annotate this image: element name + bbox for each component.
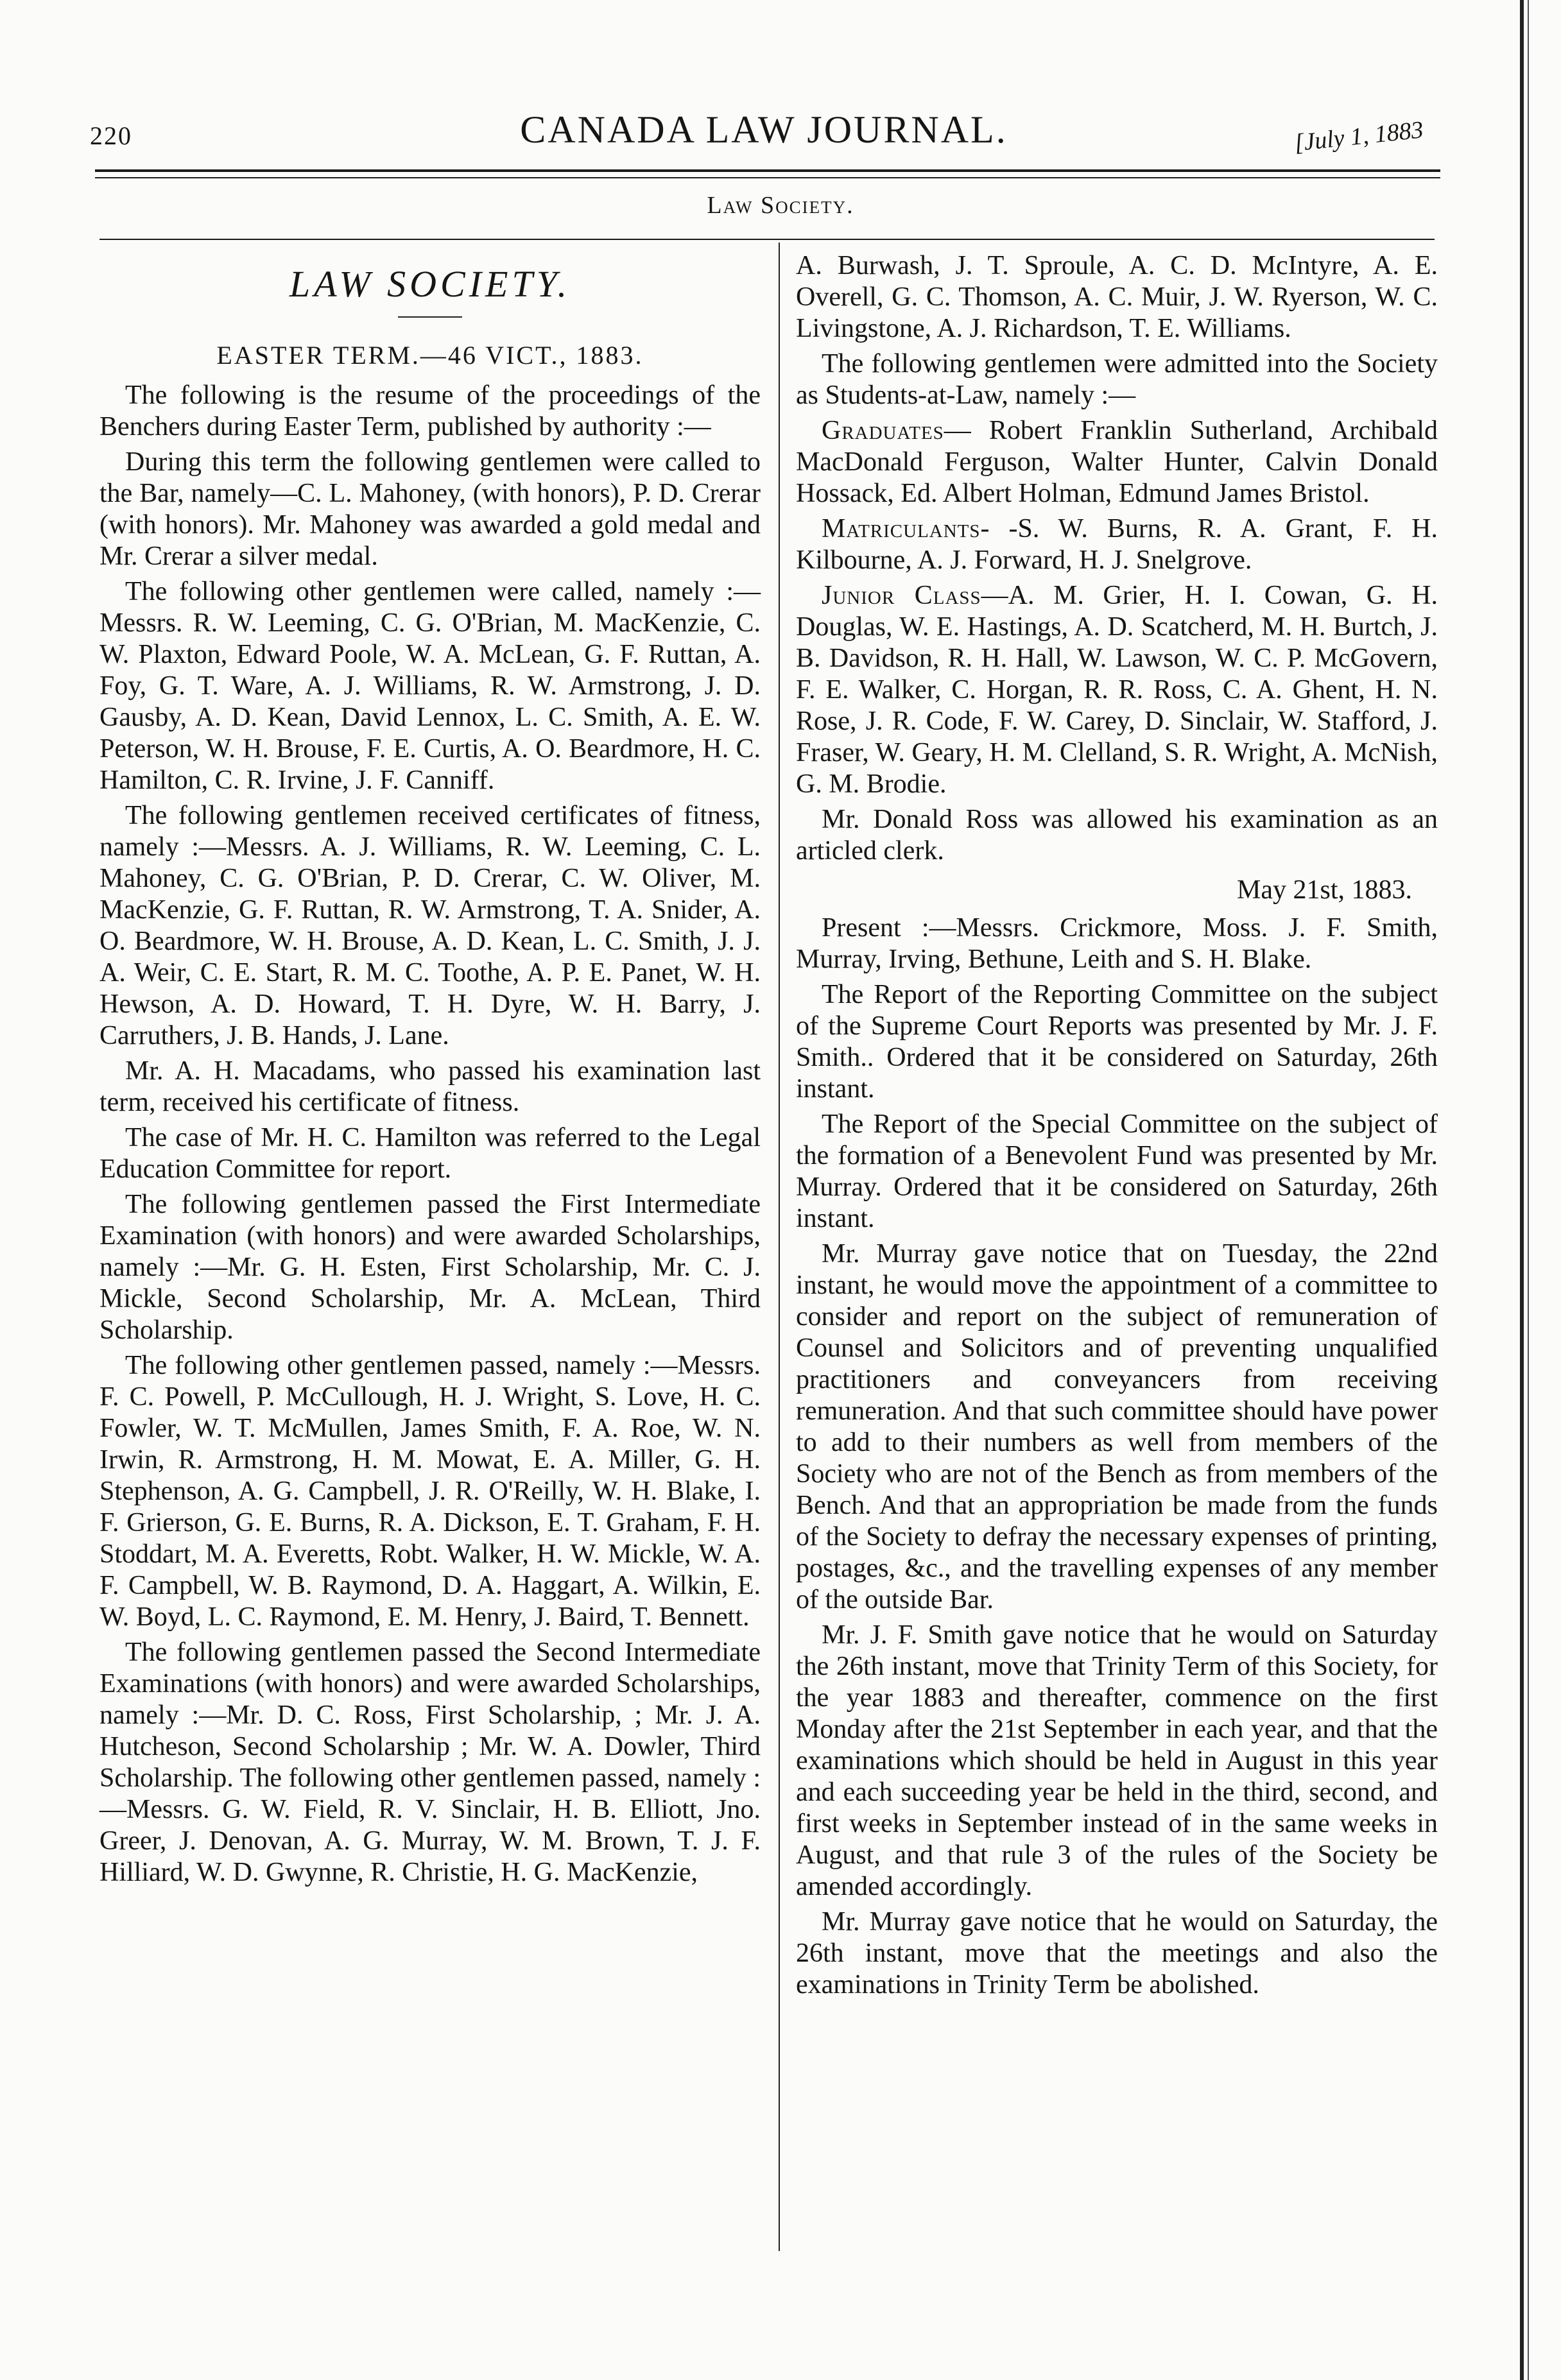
paragraph: During this term the following gentlemen were called to the Bar, namely—C. L. Mahoney, (with honors), P. D. Crerar (with honors). Mr. Mahoney was awarded a gold medal and Mr. Crerar a silver medal.: [99, 447, 761, 571]
paragraph: Mr. J. F. Smith gave notice that he would on Saturday the 26th instant, move that Trinity Term of this Society, for the year 1883 and thereafter, commence on the first Monday after the 21st September in each year, and that the examinations which should be held in August in this year and each succeeding year be held in the third, second, and first weeks in September instead of in the same weeks in August, and that rule 3 of the rules of the Society be amended accordingly.: [796, 1620, 1438, 1901]
paragraph: Mr. Donald Ross was allowed his examination as an articled clerk.: [796, 805, 1438, 866]
journal-title: CANADA LAW JOURNAL.: [520, 108, 1008, 151]
term-heading: EASTER TERM.—46 VICT., 1883.: [216, 341, 644, 370]
paragraph: The following gentlemen passed the First Intermediate Examination (with honors) and were awarded Scholarships, namely :—Mr. G. H. Esten, First Scholarship, Mr. C. J. Mickle, Second Scholarship, Mr. A. McLean, Third Scholarship.: [99, 1190, 761, 1345]
admitted-intro: The following gentlemen were admitted into the Society as Students-at-Law, namely :—: [796, 349, 1438, 410]
junior-class-text: —A. M. Grier, H. I. Cowan, G. H. Douglas, W. E. Hastings, A. D. Scatcherd, M. H. Burtch, J. B. Davidson, R. H. Hall, W. Lawson, W. C. P. McGovern, F. E. Walker, C. Horgan, R. R. Ross, C. A. Ghent, H. N. Rose, J. R. Code, F. W. Carey, D. Sinclair, W. Stafford, J. Fraser, W. Geary, H. M. Clelland, S. R. Wright, A. McNish, G. M. Brodie.: [796, 581, 1438, 799]
junior-class-paragraph: [796, 580, 1438, 800]
paragraph: Mr. Murray gave notice that on Tuesday, the 22nd instant, he would move the appointment of a committee to consider and report on the subject of remuneration of Counsel and Solicitors and of preventing unqualified practitioners and conveyancers from receiving remuneration. And that such committee should have power to add to their numbers as well from members of the Society who are not of the Bench as from members of the Bench. And that an appropriation be made from the funds of the Society to defray the necessary expenses of printing, postages, &c., and the travelling expenses of any member of the outside Bar.: [796, 1239, 1438, 1614]
paragraph: The following other gentlemen passed, namely :—Messrs. F. C. Powell, P. McCullough, H. J. Wright, S. Love, H. C. Fowler, W. T. McMullen, James Smith, F. A. Roe, W. N. Irwin, R. Armstrong, H. M. Mowat, E. A. Miller, G. H. Stephenson, A. G. Campbell, J. R. O'Reilly, W. H. Blake, I. F. Grierson, G. E. Burns, R. A. Dickson, E. T. Graham, F. H. Stoddart, M. A. Everetts, Robt. Walker, H. W. Mickle, W. A. F. Campbell, W. B. Raymond, D. A. Haggart, A. Wilkin, E. W. Boyd, L. C. Raymond, E. M. Henry, J. Baird, T. Bennett.: [99, 1351, 761, 1632]
paragraph: The following gentlemen passed the Second Intermediate Examinations (with honors) and were awarded Scholarships, namely :—Mr. D. C. Ross, First Scholarship, ; Mr. J. A. Hutcheson, Second Scholarship ; Mr. W. A. Dowler, Third Scholarship. The following other gentlemen passed, namely :—Messrs. G. W. Field, R. V. Sinclair, H. B. Elliott, Jno. Greer, J. Denovan, A. G. Murray, W. M. Brown, T. J. F. Hilliard, W. D. Gwynne, R. Christie, H. G. MacKenzie,: [99, 1638, 761, 1887]
header-rule-thin: [95, 177, 1440, 178]
header-rule-thick: [95, 169, 1440, 172]
matriculants-paragraph: [796, 513, 1438, 576]
column-divider: [779, 243, 780, 2251]
matriculants-label: Matriculants: [822, 514, 981, 544]
page-number: 220: [90, 121, 132, 150]
paragraph: Mr. Murray gave notice that he would on Saturday, the 26th instant, move that the meetings and also the examinations in Trinity Term be abolished.: [796, 1907, 1438, 1999]
right-column: [796, 250, 1438, 2005]
section-heading: Law Society.: [707, 192, 854, 219]
continuation-paragraph: A. Burwash, J. T. Sproule, A. C. D. McIntyre, A. E. Overell, G. C. Thomson, A. C. Muir, J. W. Ryerson, W. C. Livingstone, A. J. Richardson, T. E. Williams.: [796, 251, 1438, 343]
paragraph: The following other gentlemen were called, namely :—Messrs. R. W. Leeming, C. G. O'Brian, M. MacKenzie, C. W. Plaxton, Edward Poole, W. A. McLean, G. F. Ruttan, A. Foy, G. T. Ware, A. J. Williams, R. W. Armstrong, J. D. Gausby, A. D. Kean, David Lennox, L. C. Smith, A. E. W. Peterson, W. H. Brouse, F. E. Curtis, A. O. Beardmore, H. C. Hamilton, C. R. Irvine, J. F. Canniff.: [99, 577, 761, 795]
article-title: LAW SOCIETY.: [289, 263, 571, 305]
binding-edge: [1520, 0, 1524, 2380]
paragraph: The case of Mr. H. C. Hamilton was referred to the Legal Education Committee for report.: [99, 1123, 761, 1184]
section-rule: [99, 239, 1435, 240]
junior-class-label: Junior Class: [822, 581, 981, 610]
graduates-text: — Robert Franklin Sutherland, Archibald MacDonald Ferguson, Walter Hunter, Calvin Donald Hossack, Ed. Albert Holman, Edmund James Bristol.: [796, 416, 1438, 508]
left-column: [99, 250, 761, 1892]
graduates-label: Graduates: [822, 416, 944, 445]
paragraph: Mr. A. H. Macadams, who passed his examination last term, received his certificate of fitness.: [99, 1056, 761, 1117]
meeting-dateline: May 21st, 1883.: [1237, 875, 1412, 905]
binding-edge-shadow: [1528, 0, 1529, 2380]
running-header: [77, 108, 1451, 159]
paragraph: Present :—Messrs. Crickmore, Moss. J. F. Smith, Murray, Irving, Bethune, Leith and S. H. Blake.: [796, 913, 1438, 974]
paragraph: The Report of the Special Committee on the subject of the formation of a Benevolent Fund was presented by Mr. Murray. Ordered that it be considered on Saturday, 26th instant.: [796, 1109, 1438, 1233]
paragraph: The following is the resume of the proceedings of the Benchers during Easter Term, published by authority :—: [99, 381, 761, 441]
issue-date: [July 1, 1883: [1293, 116, 1425, 157]
paragraph: The Report of the Reporting Committee on the subject of the Supreme Court Reports was presented by Mr. J. F. Smith.. Ordered that it be considered on Saturday, 26th instant.: [796, 980, 1438, 1104]
title-rule: [398, 316, 462, 318]
paragraph: The following gentlemen received certificates of fitness, namely :—Messrs. A. J. Williams, R. W. Leeming, C. L. Mahoney, C. G. O'Brian, P. D. Crerar, C. W. Oliver, M. MacKenzie, G. F. Ruttan, R. W. Armstrong, T. A. Snider, A. O. Beardmore, W. H. Brouse, A. D. Kean, L. C. Smith, J. J. A. Weir, C. E. Start, R. M. C. Toothe, A. P. E. Panet, W. H. Hewson, A. D. Howard, T. H. Dyre, W. H. Barry, J. Carruthers, J. B. Hands, J. Lane.: [99, 801, 761, 1050]
graduates-paragraph: [796, 415, 1438, 509]
matriculants-text: - -S. W. Burns, R. A. Grant, F. H. Kilbourne, A. J. Forward, H. J. Snelgrove.: [796, 514, 1438, 575]
